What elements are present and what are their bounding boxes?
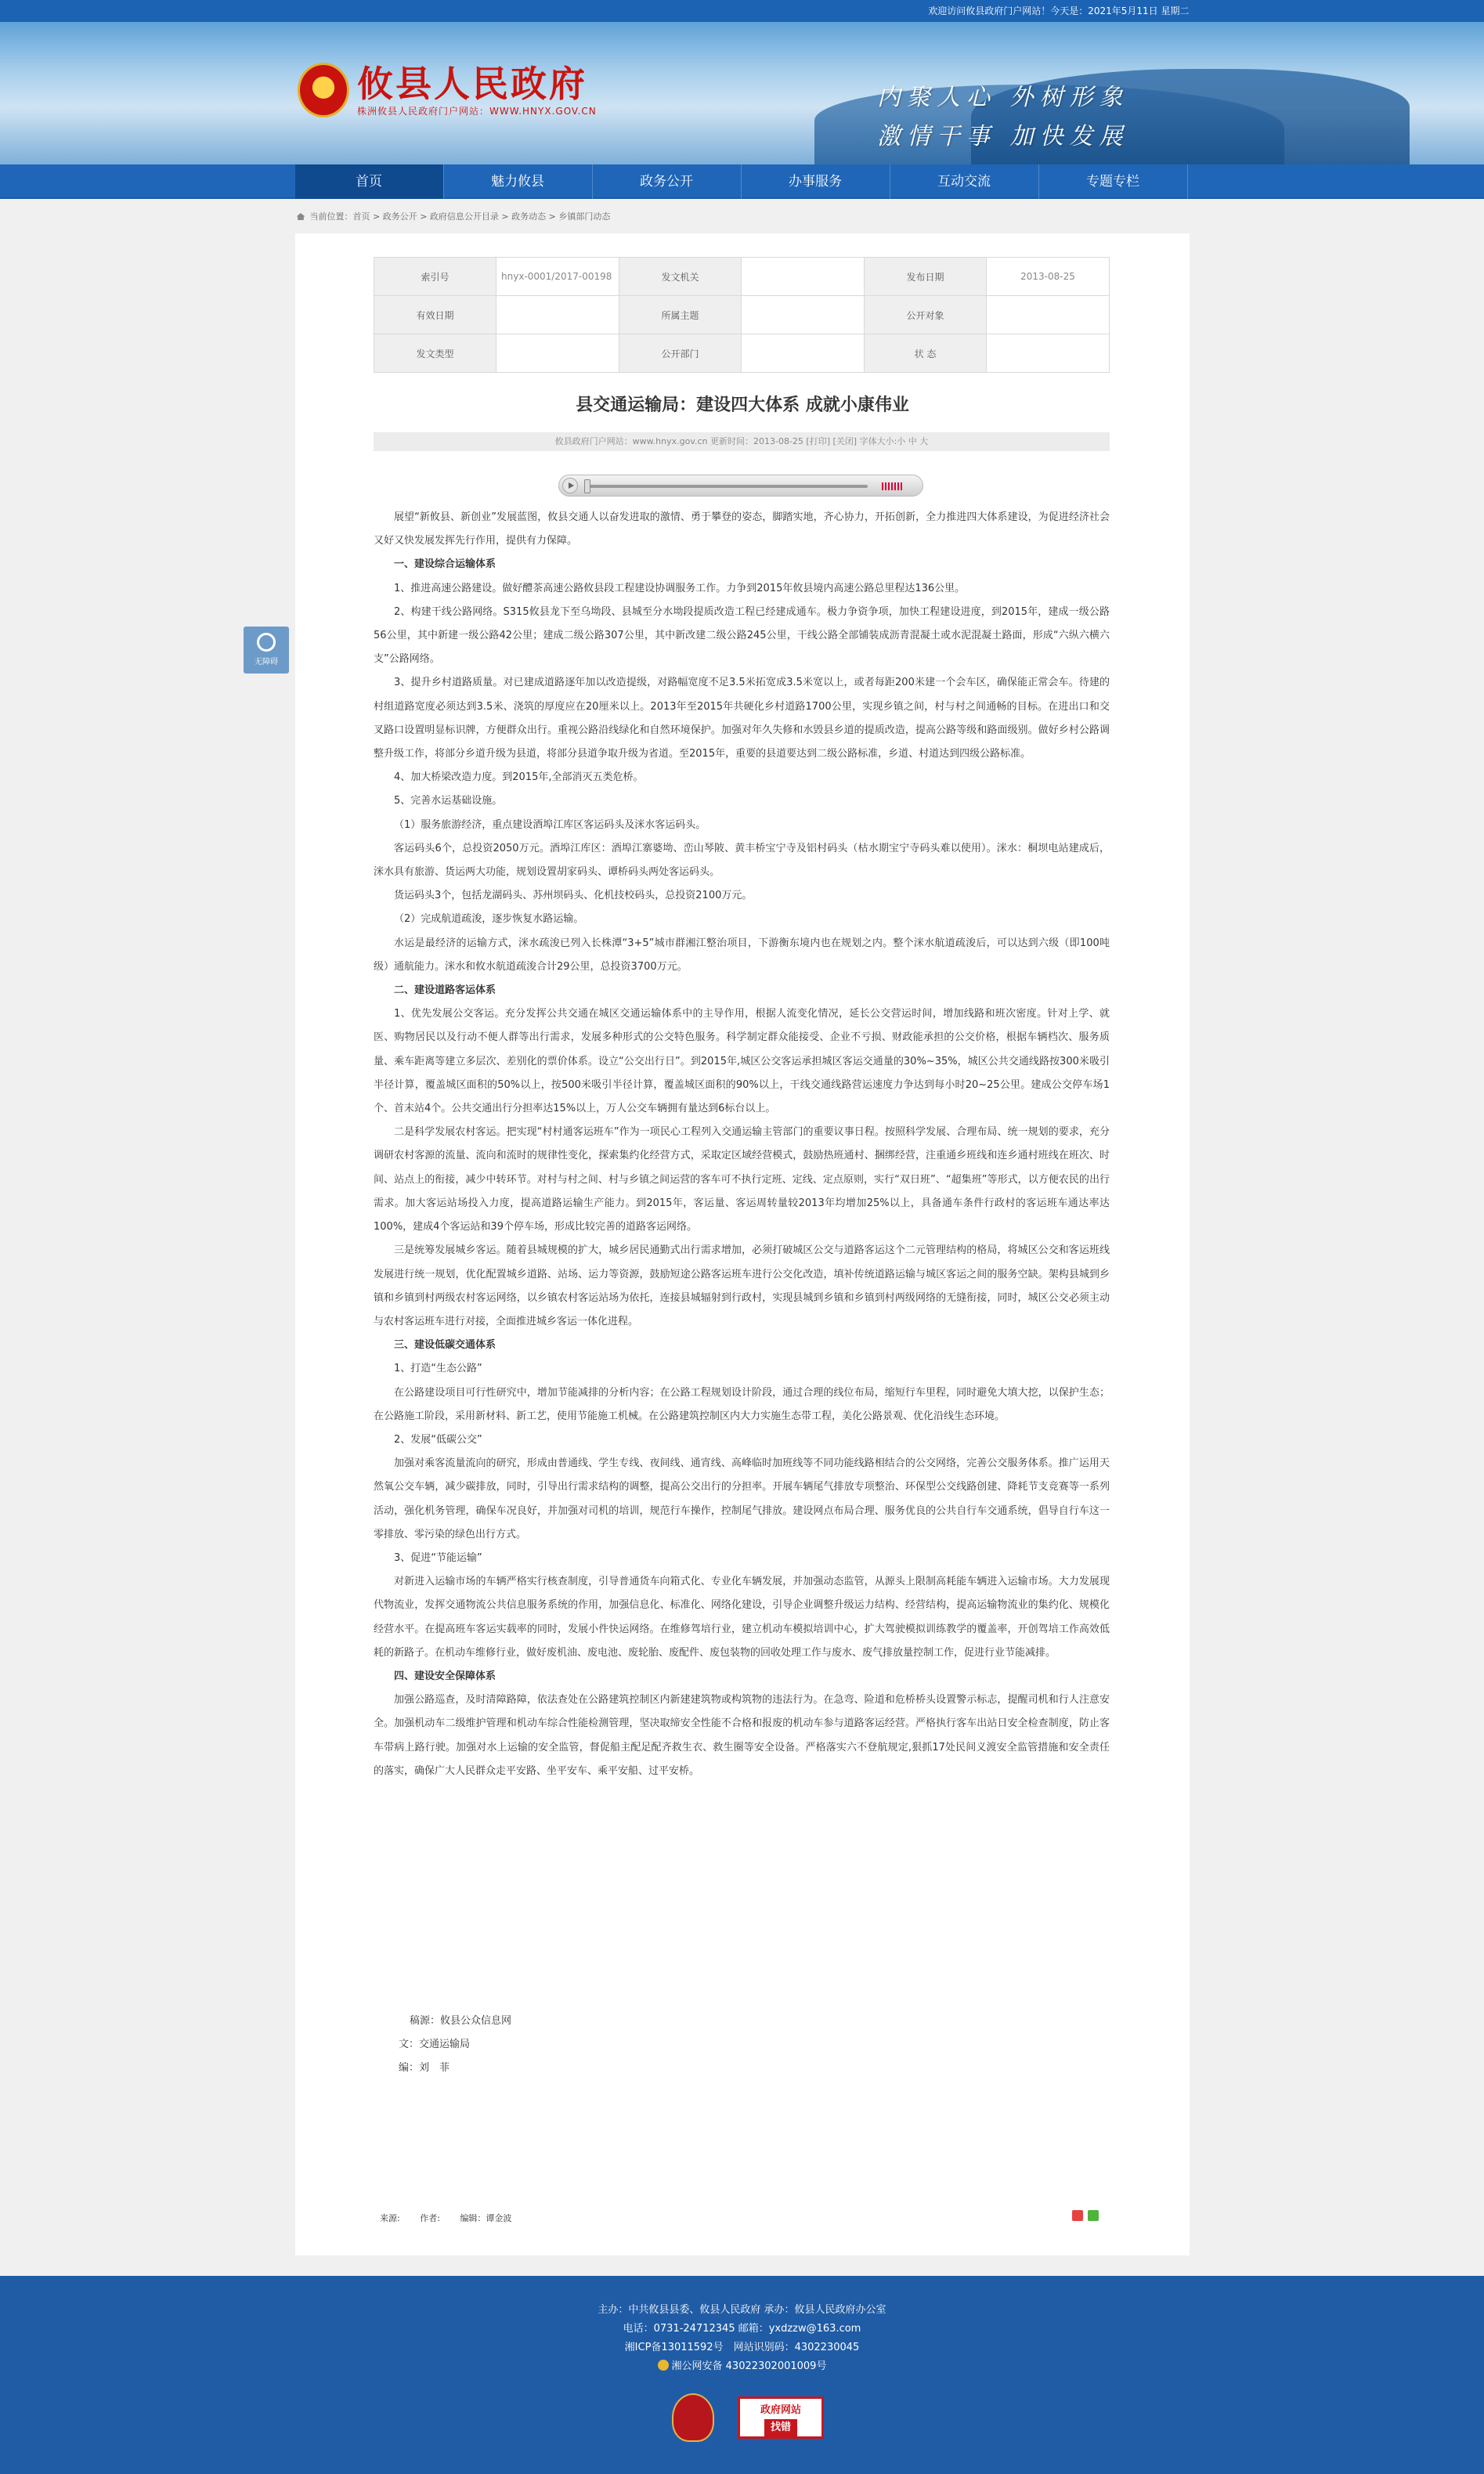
document-meta-table <box>374 257 1110 373</box>
source-label: 来源: <box>380 2213 400 2223</box>
nav-item-charm[interactable]: 魅力攸县 <box>444 164 593 199</box>
meta-value-audience <box>987 296 1110 334</box>
article-panel <box>295 233 1190 2255</box>
nav-item-home[interactable]: 首页 <box>295 164 444 199</box>
section-heading: 三、建设低碳交通体系 <box>394 1339 496 1352</box>
author-label: 作者: <box>420 2213 440 2223</box>
article-paragraph: 1、推进高速公路建设。做好醴茶高速公路攸县段工程建设协调服务工作。力争到2015年攸县境内高速公路总里程达136公里。 <box>394 582 966 594</box>
article-body <box>374 506 1110 1783</box>
play-icon[interactable] <box>562 478 578 493</box>
article-paragraph: 在公路建设项目可行性研究中，增加节能减排的分析内容；在公路工程规划设计阶段，通过合理的线位布局，缩短行车里程，同时避免大填大挖，以保护生态；在公路施工阶段，采用新材料、新工艺，使用节能施工机械。在公路建筑控制区内大力实施生态带工程，美化公路景观、优化沿线生态环境。 <box>374 1386 1110 1422</box>
wechat-share-icon[interactable] <box>1088 2210 1099 2221</box>
article-paragraph: 货运码头3个，包括龙湖码头、苏州坝码头、化机技校码头，总投资2100万元。 <box>394 890 753 902</box>
meta-label: 发布日期 <box>865 258 987 296</box>
meta-value-doc-type <box>496 334 619 373</box>
site-subtitle: 株洲攸县人民政府门户网站：WWW.HNYX.GOV.CN <box>357 105 597 117</box>
article-paragraph: 2、发展“低碳公交” <box>394 1433 482 1446</box>
meta-label: 公开对象 <box>865 296 987 334</box>
article-title: 县交通运输局：建设四大体系 成就小康伟业 <box>576 395 909 415</box>
slogan <box>877 78 1129 157</box>
section-heading: 四、建设安全保障体系 <box>394 1670 496 1682</box>
meta-value-pub-date: 2013-08-25 <box>987 258 1110 296</box>
article-paragraph: 2、构建干线公路网络。S315攸县龙下至乌坳段、县城至分水坳段提质改造工程已经建成通车。极力争资争项，加快工程建设进度，到2015年，建成一级公路56公里，其中新建一级公路42公里；建成二级公路307公里，其中新改建二级公路245公里，干线公路全部铺装成沥青混凝土或水泥混凝土路面，形成“六纵六横六支”公路网络。 <box>374 605 1110 666</box>
site-logo[interactable] <box>298 63 597 117</box>
section-heading: 一、建设综合运输体系 <box>394 558 496 571</box>
article-paragraph: 3、提升乡村道路质量。对已建成道路逐年加以改造提级，对路幅宽度不足3.5米拓宽成3.5米宽以上，或者每距200米建一个会车区，确保能正常会车。待建的村组道路宽度必须达到3.5米、浇筑的厚度应在20厘米以上。2013年至2015年共硬化乡村道路1700公里，实现乡镇之间，村与村之间通畅的目标。在进出口和交叉路口设置明显标识牌，方便群众出行。重视公路沿线绿化和自然环境保护。加强对年久失修和水毁县乡道的提质改造，提高公路等级和路面级别。做好乡村公路调整升级工作，将部分乡道升级为县道，将部分县道争取升级为省道。至2015年，重要的县道要达到二级公路标准，乡道、村道达到四级公路标准。 <box>374 677 1110 760</box>
credit-editor: 编：刘 菲 <box>399 2062 450 2074</box>
credit-source: 稿源：攸县公众信息网 <box>410 2015 512 2027</box>
article-paragraph: 3、促进“节能运输” <box>394 1551 482 1564</box>
police-badge-icon <box>658 2360 669 2371</box>
meta-value-dept <box>742 334 865 373</box>
article-paragraph: 三是统筹发展城乡客运。随着县城规模的扩大，城乡居民通勤式出行需求增加，必须打破城区公交与道路客运这个二元管理结构的格局，将城区公交和客运班线发展进行统一规划，优化配置城乡道路、站场、运力等资源，鼓励短途公路客运班车进行公交化改造，填补传统道路运输与城区客运之间的服务空缺。架构县城到乡镇和乡镇到村两级农村客运网络，以乡镇农村客运站场为依托，连接县城辐射到行政村，实现县城到乡镇和乡镇到村两级网络的无缝衔接，同时，城区公交必须主动与农村客运班车进行对接，全面推进城乡客运一体化进程。 <box>374 1244 1110 1327</box>
article-paragraph: 二是科学发展农村客运。把实现“村村通客运班车”作为一项民心工程列入交通运输主管部门的重要议事日程。按照科学发展、合理布局、统一规划的要求，充分调研农村客源的流量、流向和流时的规律性变化，探索集约化经营方式，采取定区域经营模式，鼓励热班通村、捆绑经营，注重通乡班线和连乡通村班线在班次、时间、站点上的衔接，减少中转环节。对村与村之间、村与乡镇之间运营的客车可不执行定班、定线、定点原则，实行“双日班”、“超集班”等形式，以方便农民的出行需求。加大客运站场投入力度，提高道路运输生产能力。到2015年，客运量、客运周转量较2013年均增加25%以上，具备通车条件行政村的客运班车通达率达100%，建成4个客运站和39个停车场，形成比较完善的道路客运网络。 <box>374 1126 1110 1233</box>
article-paragraph: （2）完成航道疏浚，逐步恢复水路运输。 <box>394 913 584 926</box>
audio-player[interactable] <box>558 475 923 497</box>
weibo-share-icon[interactable] <box>1072 2210 1083 2221</box>
article-paragraph: 加强对乘客流量流向的研究，形成由普通线、学生专线、夜间线、通宵线、高峰临时加班线等不同功能线路相结合的公交网络，完善公交服务体系。推广运用天然氧公交车辆，减少碳排放，同时，引导出行需求结构的调整，提高公交出行的分担率。开展车辆尾气排放专项整治、环保型公交线路创建、降耗节支竞赛等一系列活动，强化机务管理，确保车况良好，并加强对司机的培训，规范行车操作，控制尾气排放。建设网点布局合理、服务优良的公共自行车交通系统，倡导自行车这一零排放、零污染的绿色出行方式。 <box>374 1457 1110 1540</box>
meta-value-valid <box>496 296 619 334</box>
footer-sponsor: 主办：中共攸县县委、攸县人民政府 承办：攸县人民政府办公室 <box>598 2304 886 2316</box>
article-paragraph: 对新进入运输市场的车辆严格实行核查制度，引导普通货车向箱式化、专业化车辆发展，并加强动态监管，从源头上限制高耗能车辆进入运输市场。大力发展现代物流业，发挥交通物流公共信息服务系统的作用，加强信息化、标准化、网络化建设，引导企业调整升级运力结构、经营结构，提高运输物流业的集约化、规模化经营水平。在提高班车客运实载率的同时，发展小件快运网络。在维修驾培行业，建立机动车模拟培训中心，扩大驾驶模拟训练教学的覆盖率，开创驾培工作高效低耗的新路子。在机动车维修行业，做好废机油、废电池、废轮胎、废配件、废包装物的回收处理工作与废水、废气排放量控制工作，促进行业节能减排。 <box>374 1576 1110 1659</box>
share-buttons <box>1072 2210 1099 2221</box>
meta-label: 发文类型 <box>374 334 496 373</box>
meta-value-index-no: hnyx-0001/2017-00198 <box>496 258 619 296</box>
main-nav <box>0 164 1484 199</box>
top-bar <box>0 0 1484 22</box>
national-emblem-icon <box>298 63 349 117</box>
home-icon <box>297 213 305 220</box>
progress-track[interactable] <box>586 485 868 488</box>
site-title: 攸县人民政府 <box>357 62 587 105</box>
article-info-bar[interactable]: 攸县政府门户网站：www.hnyx.gov.cn 更新时间：2013-08-25 [打印] [关闭] 字体大小:小 中 大 <box>374 432 1110 451</box>
progress-handle[interactable] <box>584 479 590 493</box>
welcome-text: 欢迎访问攸县政府门户网站！今天是：2021年5月11日 星期二 <box>928 5 1190 16</box>
slogan-line: 内聚人心 外树形象 <box>877 84 1129 111</box>
slogan-line: 激情干事 加快发展 <box>877 123 1129 150</box>
footer-icp[interactable]: 湘ICP备13011592号 网站识别码：4302230045 <box>624 2342 860 2353</box>
accessibility-button[interactable] <box>244 627 289 674</box>
nav-item-services[interactable]: 办事服务 <box>742 164 890 199</box>
meta-value-topic <box>742 296 865 334</box>
nav-item-gov-affairs[interactable]: 政务公开 <box>593 164 742 199</box>
article-paragraph: 4、加大桥梁改造力度。到2015年,全部消灭五类危桥。 <box>394 771 644 784</box>
article-paragraph: 1、优先发展公交客运。充分发挥公共交通在城区交通运输体系中的主导作用，根据人流变化情况，延长公交营运时间，增加线路和班次密度。针对上学、就医、购物居民以及行动不便人群等出行需求，发展多种形式的公交特色服务。科学制定群众能接受、企业不亏损、财政能承担的公交价格，根据车辆档次、服务质量、乘车距离等建立多层次、差别化的票价体系。设立“公交出行日”。到2015年,城区公交客运承担城区客运交通量的30%~35%，城区公共交通线路按300米吸引半径计算，覆盖城区面积的50%以上，按500米吸引半径计算，覆盖城区面积的90%以上，干线交通线路营运速度力争达到每小时20~25公里。建成公交停车场1个、首末站4个。公共交通出行分担率达15%以上，万人公交车辆拥有量达到6标台以上。 <box>374 1008 1110 1115</box>
section-heading: 二、建设道路客运体系 <box>394 984 496 997</box>
article-paragraph: 水运是最经济的运输方式，洣水疏浚已列入长株潭“3+5”城市群湘江整治项目，下游衡东境内也在规划之内。整个洣水航道疏浚后，可以达到六级（即100吨级）通航能力。洣水和攸水航道疏浚合计29公里，总投资3700万元。 <box>374 937 1110 973</box>
article-paragraph: 加强公路巡查，及时清障路障，依法查处在公路建筑控制区内新建建筑物或构筑物的违法行为。在急弯、险道和危桥桥头设置警示标志，提醒司机和行人注意安全。加强机动车二级维护管理和机动车综合性能检测管理，坚决取缔安全性能不合格和报废的机动车参与道路客运经营。严格执行客车出站日安全检查制度，防止客车带病上路行驶。加强对水上运输的安全监管，督促船主配足配齐救生衣、救生圈等安全设备。严格落实六不登航规定,狠抓17处民间义渡安全监管措施和安全责任的落实，确保广大人民群众走平安路、坐平安车、乘平安船、过平安桥。 <box>374 1694 1110 1777</box>
editor-label: 编辑：谭金波 <box>460 2213 512 2223</box>
meta-label: 公开部门 <box>619 334 742 373</box>
credit-text: 文：交通运输局 <box>399 2039 471 2050</box>
meta-label: 索引号 <box>374 258 496 296</box>
nav-item-interaction[interactable]: 互动交流 <box>890 164 1039 199</box>
meta-label: 所属主题 <box>619 296 742 334</box>
breadcrumb-text[interactable]: 当前位置：首页 > 政务公开 > 政府信息公开目录 > 政务动态 > 乡镇部门动态 <box>309 211 611 222</box>
header-banner <box>0 22 1484 164</box>
party-gov-badge-icon[interactable] <box>672 2393 714 2442</box>
meta-value-issuer <box>742 258 865 296</box>
badge-text: 政府网站 <box>760 2404 801 2416</box>
meta-label: 状 态 <box>865 334 987 373</box>
footer-security-record[interactable]: 湘公网安备 43022302001009号 <box>671 2360 827 2372</box>
footer-contact: 电话：0731-24712345 邮箱：yxdzzw@163.com <box>623 2323 861 2335</box>
accessibility-label: 无障碍 <box>255 658 278 666</box>
meta-label: 有效日期 <box>374 296 496 334</box>
site-footer <box>0 2276 1484 2474</box>
meta-value-status <box>987 334 1110 373</box>
article-paragraph: 展望“新攸县、新创业”发展蓝图，攸县交通人以奋发进取的激情、勇于攀登的姿态，脚踏实地，齐心协力，开拓创新，全力推进四大体系建设，为促进经济社会又好又快发展发挥先行作用，提供有力保障。 <box>374 511 1110 547</box>
article-paragraph: 客运码头6个，总投资2050万元。酒埠江库区：酒埠江寨婆坳、峦山琴陂、黄丰桥宝宁寺及铝村码头（枯水期宝宁寺码头难以使用）。洣水：桐坝电站建成后，洣水具有旅游、货运两大功能，规划设置胡家码头、谭桥码头两处客运码头。 <box>374 842 1110 879</box>
article-paragraph: 1、打造“生态公路” <box>394 1363 482 1375</box>
article-paragraph: （1）服务旅游经济，重点建设酒埠江库区客运码头及洣水客运码头。 <box>394 818 706 831</box>
wheelchair-icon <box>257 633 276 652</box>
gov-site-error-report-button[interactable] <box>738 2396 824 2439</box>
meta-label: 发文机关 <box>619 258 742 296</box>
breadcrumb <box>295 199 1190 235</box>
article-footer-meta <box>380 2212 529 2224</box>
article-paragraph: 5、完善水运基础设施。 <box>394 795 503 807</box>
nav-item-topics[interactable]: 专题专栏 <box>1039 164 1188 199</box>
article-credits <box>399 2010 512 2080</box>
volume-icon[interactable] <box>882 482 902 490</box>
badge-text: 找错 <box>764 2419 797 2436</box>
